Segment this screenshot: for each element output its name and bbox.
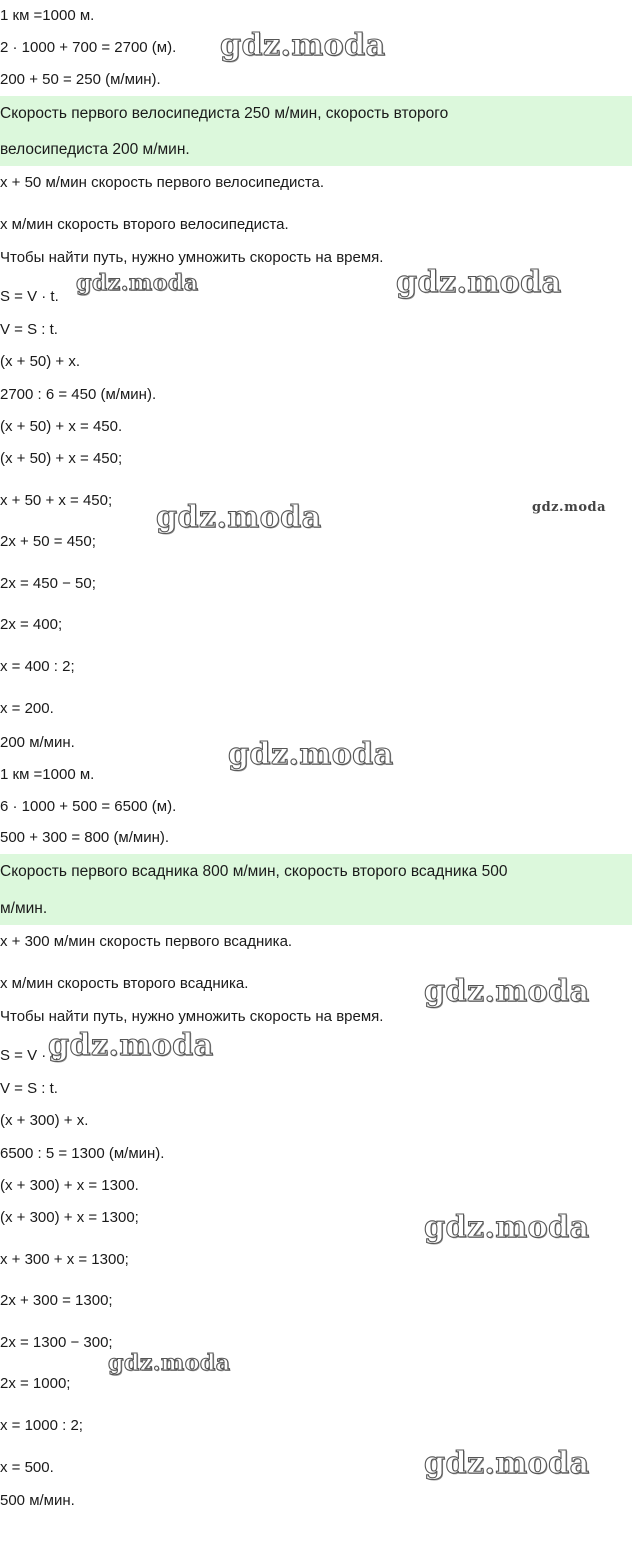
watermark: gdz.moda [532,500,607,515]
solution-line: x + 300 + x = 1300; [0,1251,129,1268]
solution-line: 2700 : 6 = 450 (м/мин). [0,386,157,403]
solution-line: 500 + 300 = 800 (м/мин). [0,829,170,846]
solution-line: x + 50 м/мин скорость первого велосипедиста. [0,174,325,191]
solution-line: (x + 50) + x = 450; [0,450,123,467]
solution-line: x + 50 + x = 450; [0,492,113,509]
answer-box-1 [0,96,632,166]
solution-line: 6 · 1000 + 500 = 6500 (м). [0,798,177,815]
solution-line: 2x + 300 = 1300; [0,1292,113,1309]
solution-line: x = 200. [0,700,54,717]
watermark: gdz.moda [108,1350,231,1376]
solution-line: x = 1000 : 2; [0,1417,83,1434]
solution-line: x м/мин скорость второго велосипедиста. [0,216,289,233]
answer-box-2 [0,854,632,925]
answer-2-line-2: м/мин. [0,900,48,917]
answer-2-line-1: Скорость первого всадника 800 м/мин, скорость второго всадника 500 [0,863,508,880]
solution-line: 1 км =1000 м. [0,766,95,783]
solution-line: x = 500. [0,1459,54,1476]
watermark: gdz.moda [396,265,562,300]
solution-line: 200 м/мин. [0,734,75,751]
solution-line: V = S : t. [0,321,58,338]
solution-line: (x + 300) + x = 1300. [0,1177,139,1194]
solution-line: Чтобы найти путь, нужно умножить скорость на время. [0,1008,384,1025]
watermark: gdz.moda [424,1446,590,1481]
solution-line: x м/мин скорость второго всадника. [0,975,249,992]
answer-1-line-1: Скорость первого велосипедиста 250 м/мин, скорость второго [0,105,449,122]
watermark: gdz.moda [156,500,322,535]
solution-line: x = 400 : 2; [0,658,75,675]
solution-line: 6500 : 5 = 1300 (м/мин). [0,1145,165,1162]
solution-line: (x + 50) + x = 450. [0,418,123,435]
solution-line: (x + 300) + x. [0,1112,89,1129]
solution-line: S = V · t. [0,288,59,305]
solution-line: 200 + 50 = 250 (м/мин). [0,71,161,88]
solution-line: 1 км =1000 м. [0,7,95,24]
solution-line: 500 м/мин. [0,1492,75,1509]
watermark: gdz.moda [220,28,386,63]
watermark: gdz.moda [228,737,394,772]
solution-line: V = S : t. [0,1080,58,1097]
solution-line: (x + 300) + x = 1300; [0,1209,139,1226]
solution-line: 2x = 450 − 50; [0,575,96,592]
solution-line: 2x + 50 = 450; [0,533,96,550]
answer-1-line-2: велосипедиста 200 м/мин. [0,141,190,158]
solution-line: 2x = 1000; [0,1375,71,1392]
watermark: gdz.moda [424,1210,590,1245]
watermark: gdz.moda [76,270,199,296]
solution-line: 2x = 1300 − 300; [0,1334,113,1351]
watermark: gdz.moda [424,974,590,1009]
solution-line: 2x = 400; [0,616,63,633]
watermark: gdz.moda [48,1028,214,1063]
solution-line: (x + 50) + x. [0,353,81,370]
solution-line: S = V · t. [0,1047,59,1064]
solution-line: x + 300 м/мин скорость первого всадника. [0,933,293,950]
solution-line: 2 · 1000 + 700 = 2700 (м). [0,39,177,56]
solution-line: Чтобы найти путь, нужно умножить скорость на время. [0,249,384,266]
